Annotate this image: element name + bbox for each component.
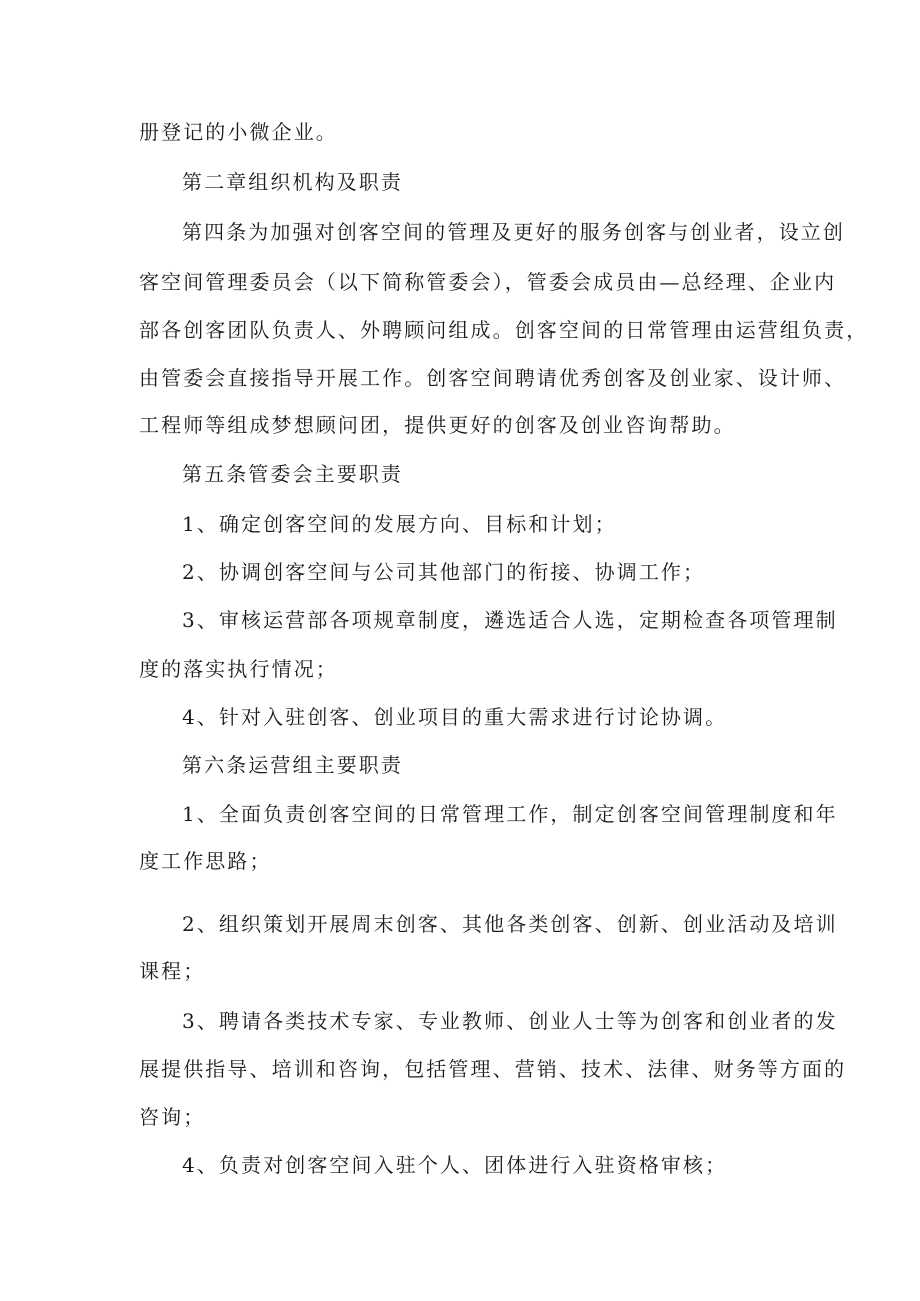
text-line: 客空间管理委员会（以下简称管委会），管委会成员由—总经理、企业内 [139, 270, 837, 294]
list-item: 1、全面负责创客空间的日常管理工作，制定创客空间管理制度和年 [182, 802, 838, 826]
text-line: 第四条为加强对创客空间的管理及更好的服务创客与创业者，设立创 [182, 220, 845, 244]
list-item: 2、协调创客空间与公司其他部门的衔接、协调工作； [182, 560, 706, 584]
article-heading: 第六条运营组主要职责 [182, 753, 403, 777]
list-item: 4、负责对创客空间入驻个人、团体进行入驻资格审核； [182, 1153, 728, 1177]
text-line: 咨询； [139, 1105, 206, 1129]
list-item: 3、审核运营部各项规章制度，遴选适合人选，定期检查各项管理制 [182, 608, 838, 632]
text-line: 部各创客团队负责人、外聘顾问组成。创客空间的日常管理由运营组负责， [139, 318, 869, 342]
text-line: 课程； [139, 959, 206, 983]
list-item: 2、组织策划开展周末创客、其他各类创客、创新、创业活动及培训 [182, 912, 838, 936]
list-item: 3、聘请各类技术专家、专业教师、创业人士等为创客和创业者的发 [182, 1009, 838, 1033]
list-item: 1、确定创客空间的发展方向、目标和计划； [182, 512, 617, 536]
text-line: 由管委会直接指导开展工作。创客空间聘请优秀创客及创业家、设计师、 [139, 366, 847, 390]
text-line: 册登记的小微企业。 [139, 120, 338, 144]
article-heading: 第五条管委会主要职责 [182, 462, 403, 486]
text-line: 度的落实执行情况； [139, 657, 338, 681]
text-line: 展提供指导、培训和咨询，包括管理、营销、技术、法律、财务等方面的 [139, 1057, 847, 1081]
chapter-heading: 第二章组织机构及职责 [182, 170, 403, 194]
text-line: 度工作思路； [139, 849, 272, 873]
list-item: 4、针对入驻创客、创业项目的重大需求进行讨论协调。 [182, 705, 728, 729]
text-line: 工程师等组成梦想顾问团，提供更好的创客及创业咨询帮助。 [139, 413, 736, 437]
